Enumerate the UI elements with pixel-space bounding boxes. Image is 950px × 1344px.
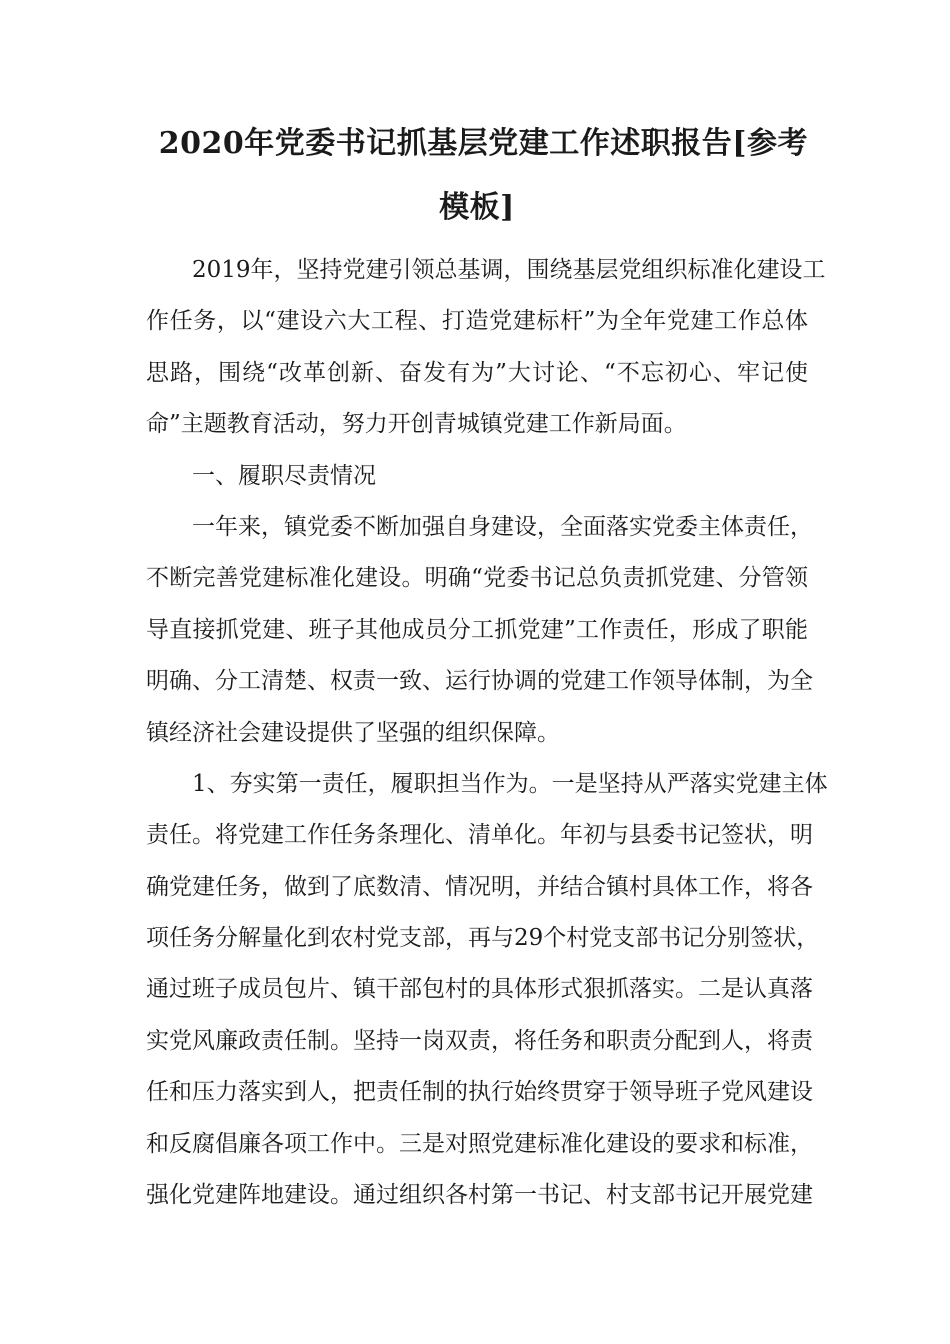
body-text-line: 2019年，坚持党建引领总基调，围绕基层党组织标准化建设工 [192,257,826,283]
body-text-line: 一、履职尽责情况 [192,462,376,489]
document-title-line-1: 2020年党委书记抓基层党建工作述职报告[参考 [158,126,808,161]
body-text-line: 明确、分工清楚、权责一致、运行协调的党建工作领导体制，为全 [146,668,813,695]
body-text-line: 思路，围绕“改革创新、奋发有为”大讨论、“不忘初心、牢记使 [146,359,808,386]
body-text-line: 导直接抓党建、班子其他成员分工抓党建”工作责任，形成了职能 [146,616,808,643]
body-text-line: 确党建任务，做到了底数清、情况明，并结合镇村具体工作，将各 [146,873,813,900]
body-text-line: 作任务，以“建设六大工程、打造党建标杆”为全年党建工作总体 [146,308,808,335]
body-text-line: 项任务分解量化到农村党支部，再与29个村党支部书记分别签状， [146,925,820,952]
body-text-line: 1、夯实第一责任，履职担当作为。一是坚持从严落实党建主体 [192,770,828,797]
document-body [146,252,828,1228]
body-text-line: 通过班子成员包片、镇干部包村的具体形式狠抓落实。二是认真落 [146,976,813,1003]
document-title-line-2: 模板] [439,190,515,225]
body-text-line: 实党风廉政责任制。坚持一岗双责，将任务和职责分配到人，将责 [146,1027,813,1054]
body-text-line: 命”主题教育活动，努力开创青城镇党建工作新局面。 [146,411,687,438]
body-text-line: 责任。将党建工作任务条理化、清单化。年初与县委书记签状，明 [146,822,813,849]
body-text-line: 和反腐倡廉各项工作中。三是对照党建标准化建设的要求和标准， [146,1130,813,1157]
body-text-line: 任和压力落实到人，把责任制的执行始终贯穿于领导班子党风建设 [146,1079,813,1106]
body-text-line: 强化党建阵地建设。通过组织各村第一书记、村支部书记开展党建 [146,1182,813,1209]
body-text-line: 一年来，镇党委不断加强自身建设，全面落实党委主体责任， [192,513,813,540]
body-text-line: 镇经济社会建设提供了坚强的组织保障。 [146,719,560,746]
body-text-line: 不断完善党建标准化建设。明确“党委书记总负责抓党建、分管领 [146,565,808,592]
